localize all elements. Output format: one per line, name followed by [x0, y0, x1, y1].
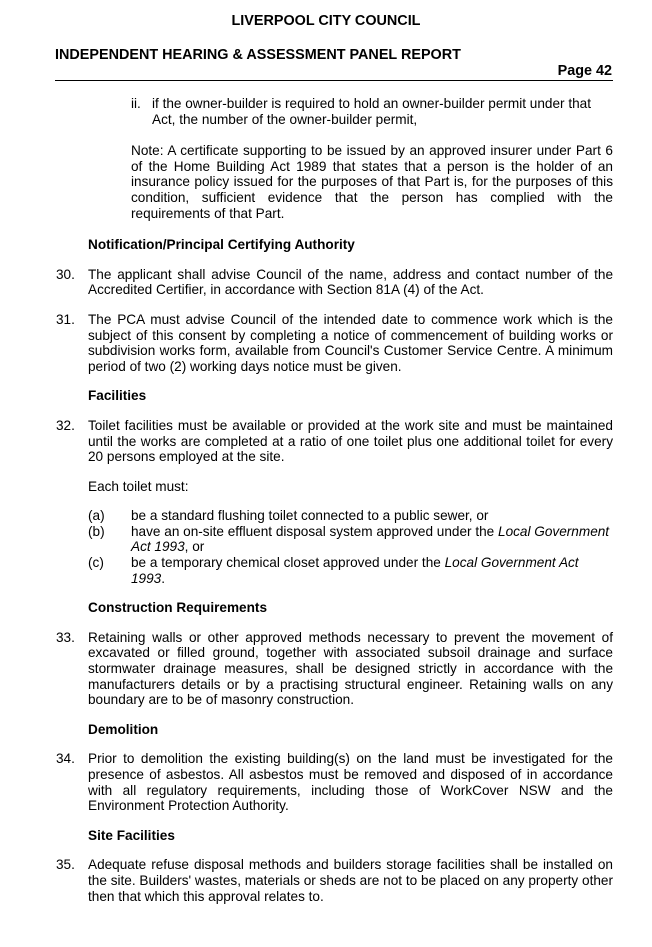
toilet-sub-item-a: [88, 508, 613, 524]
condition-item-33: [56, 630, 613, 708]
report-title: INDEPENDENT HEARING & ASSESSMENT PANEL REPORT: [55, 47, 461, 63]
act-reference: Local Government Act 1993: [131, 523, 610, 555]
roman-list-number: ii.: [131, 96, 141, 111]
council-name: LIVERPOOL CITY COUNCIL: [231, 13, 421, 29]
sub-item-label: (b): [88, 523, 105, 539]
section-heading-facilities: Facilities: [88, 388, 147, 404]
toilet-sub-item-b: [88, 524, 613, 555]
condition-text: Prior to demolition the existing building(s) on the land must be investigated for the presence of asbestos. All asbestos must be removed and disposed of in accordance with all regulatory requirements, including those of WorkCover NSW and the Environment Protection Authority.: [88, 751, 613, 814]
condition-number: 34.: [56, 751, 75, 767]
condition-text: The applicant shall advise Council of the name, address and contact number of the Accredited Certifier, in accordance with Section 81A (4) of the Act.: [88, 266, 613, 298]
condition-text: Retaining walls or other approved methods necessary to prevent the movement of excavated or filled ground, together with associated subsoil drainage and surface stormwater drainage measures, shall be designed strictly in accordance with the manufacturers details or by a practising structural engineer. Retaining walls on any boundary are to be of masonry construction.: [88, 629, 613, 708]
condition-number: 31.: [56, 311, 75, 327]
section-heading-site-facilities: Site Facilities: [88, 827, 175, 843]
roman-list-text: if the owner-builder is required to hold an owner-builder permit under that Act, the number of the owner-builder permit,: [152, 96, 592, 127]
condition-text: Toilet facilities must be available or provided at the work site and must be maintained until the works are completed at a ratio of one toilet plus one additional toilet for every 20 persons employed at the site.: [88, 417, 613, 465]
roman-list-item: [131, 96, 613, 127]
condition-text: The PCA must advise Council of the intended date to commence work which is the subject of this consent by completing a notice of commencement of building works or subdivision works form, available from Council's Customer Service Centre. A minimum period of two (2) working days notice must be given.: [88, 311, 613, 374]
condition-text: Adequate refuse disposal methods and builders storage facilities shall be installed on the site. Builders' wastes, materials or sheds are not to be placed on any property other then that which this approval relates to.: [88, 857, 613, 904]
condition-item-35: [56, 857, 613, 904]
section-heading-demolition: Demolition: [88, 721, 159, 737]
toilet-sub-item-c: [88, 555, 613, 586]
sub-item-label: (a): [88, 508, 105, 524]
section-heading-notification: Notification/Principal Certifying Authority: [88, 237, 355, 253]
condition-item-31: [56, 312, 613, 374]
condition-item-32: [56, 418, 613, 465]
condition-number: 33.: [56, 629, 75, 645]
sub-item-text: have an on-site effluent disposal system approved under the Local Government Act 1993, or: [131, 523, 610, 555]
report-body: [56, 96, 613, 904]
condition-number: 35.: [56, 857, 75, 873]
header-rule: [55, 80, 613, 81]
condition-number: 32.: [56, 417, 75, 433]
page-number: Page 42: [557, 63, 612, 79]
sub-item-text: be a standard flushing toilet connected to a public sewer, or: [131, 508, 489, 524]
sub-item-text: be a temporary chemical closet approved under the Local Government Act 1993.: [131, 555, 579, 586]
condition-item-34: [56, 751, 613, 813]
section-heading-construction: Construction Requirements: [88, 600, 268, 616]
condition-number: 30.: [56, 266, 75, 282]
toilet-list-intro: Each toilet must:: [88, 478, 189, 494]
condition-item-30: [56, 267, 613, 298]
sub-item-label: (c): [88, 555, 104, 571]
insurance-note: Note: A certificate supporting to be issued by an approved insurer under Part 6 of the Home Building Act 1989 that states that a person is the holder of an insurance policy issued for the purposes of that Part is, for the purposes of this condition, sufficient evidence that the person has complied with the requirements of that Part.: [131, 143, 613, 221]
act-reference: Local Government Act 1993: [131, 555, 579, 586]
